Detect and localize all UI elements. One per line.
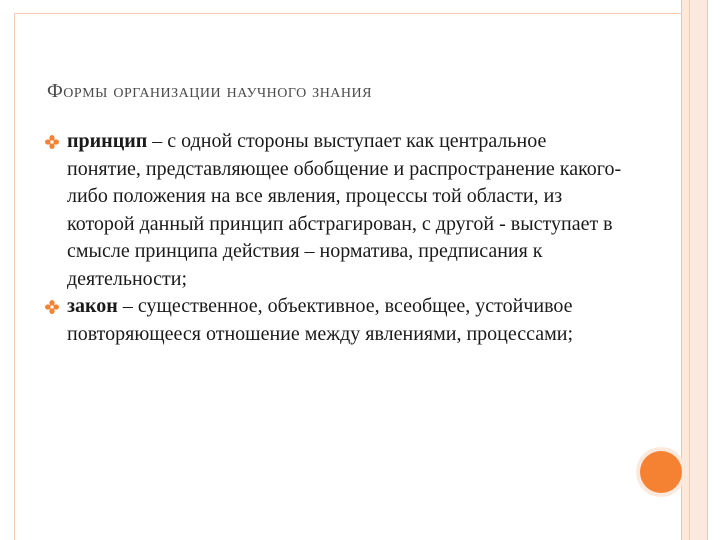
bullet-term: принцип — [67, 130, 148, 152]
top-rule — [14, 13, 708, 14]
right-frame-line — [689, 0, 690, 540]
decorative-circle — [636, 447, 686, 497]
bullet-list — [45, 128, 625, 348]
bullet-text: – с одной стороны выступает как центральное понятие, представляющее обобщение и распространение какого-либо положения на все явления, процессы той области, из которой данный принцип абстрагирован, с другой - выступает в смысле принципа действия – норматива, предписания к деятельности; — [67, 130, 622, 290]
bullet-term: закон — [67, 295, 118, 317]
left-rule — [14, 13, 15, 540]
bullet-item-principle — [45, 128, 625, 293]
flower-bullet-icon — [45, 135, 59, 149]
bullet-text: – существенное, объективное, всеобщее, устойчивое повторяющееся отношение между явлениями, процессами; — [67, 295, 574, 345]
flower-bullet-icon — [45, 300, 59, 314]
bullet-item-law — [45, 293, 625, 348]
slide-title: Формы организации научного знания — [47, 80, 372, 102]
right-frame — [681, 0, 708, 540]
